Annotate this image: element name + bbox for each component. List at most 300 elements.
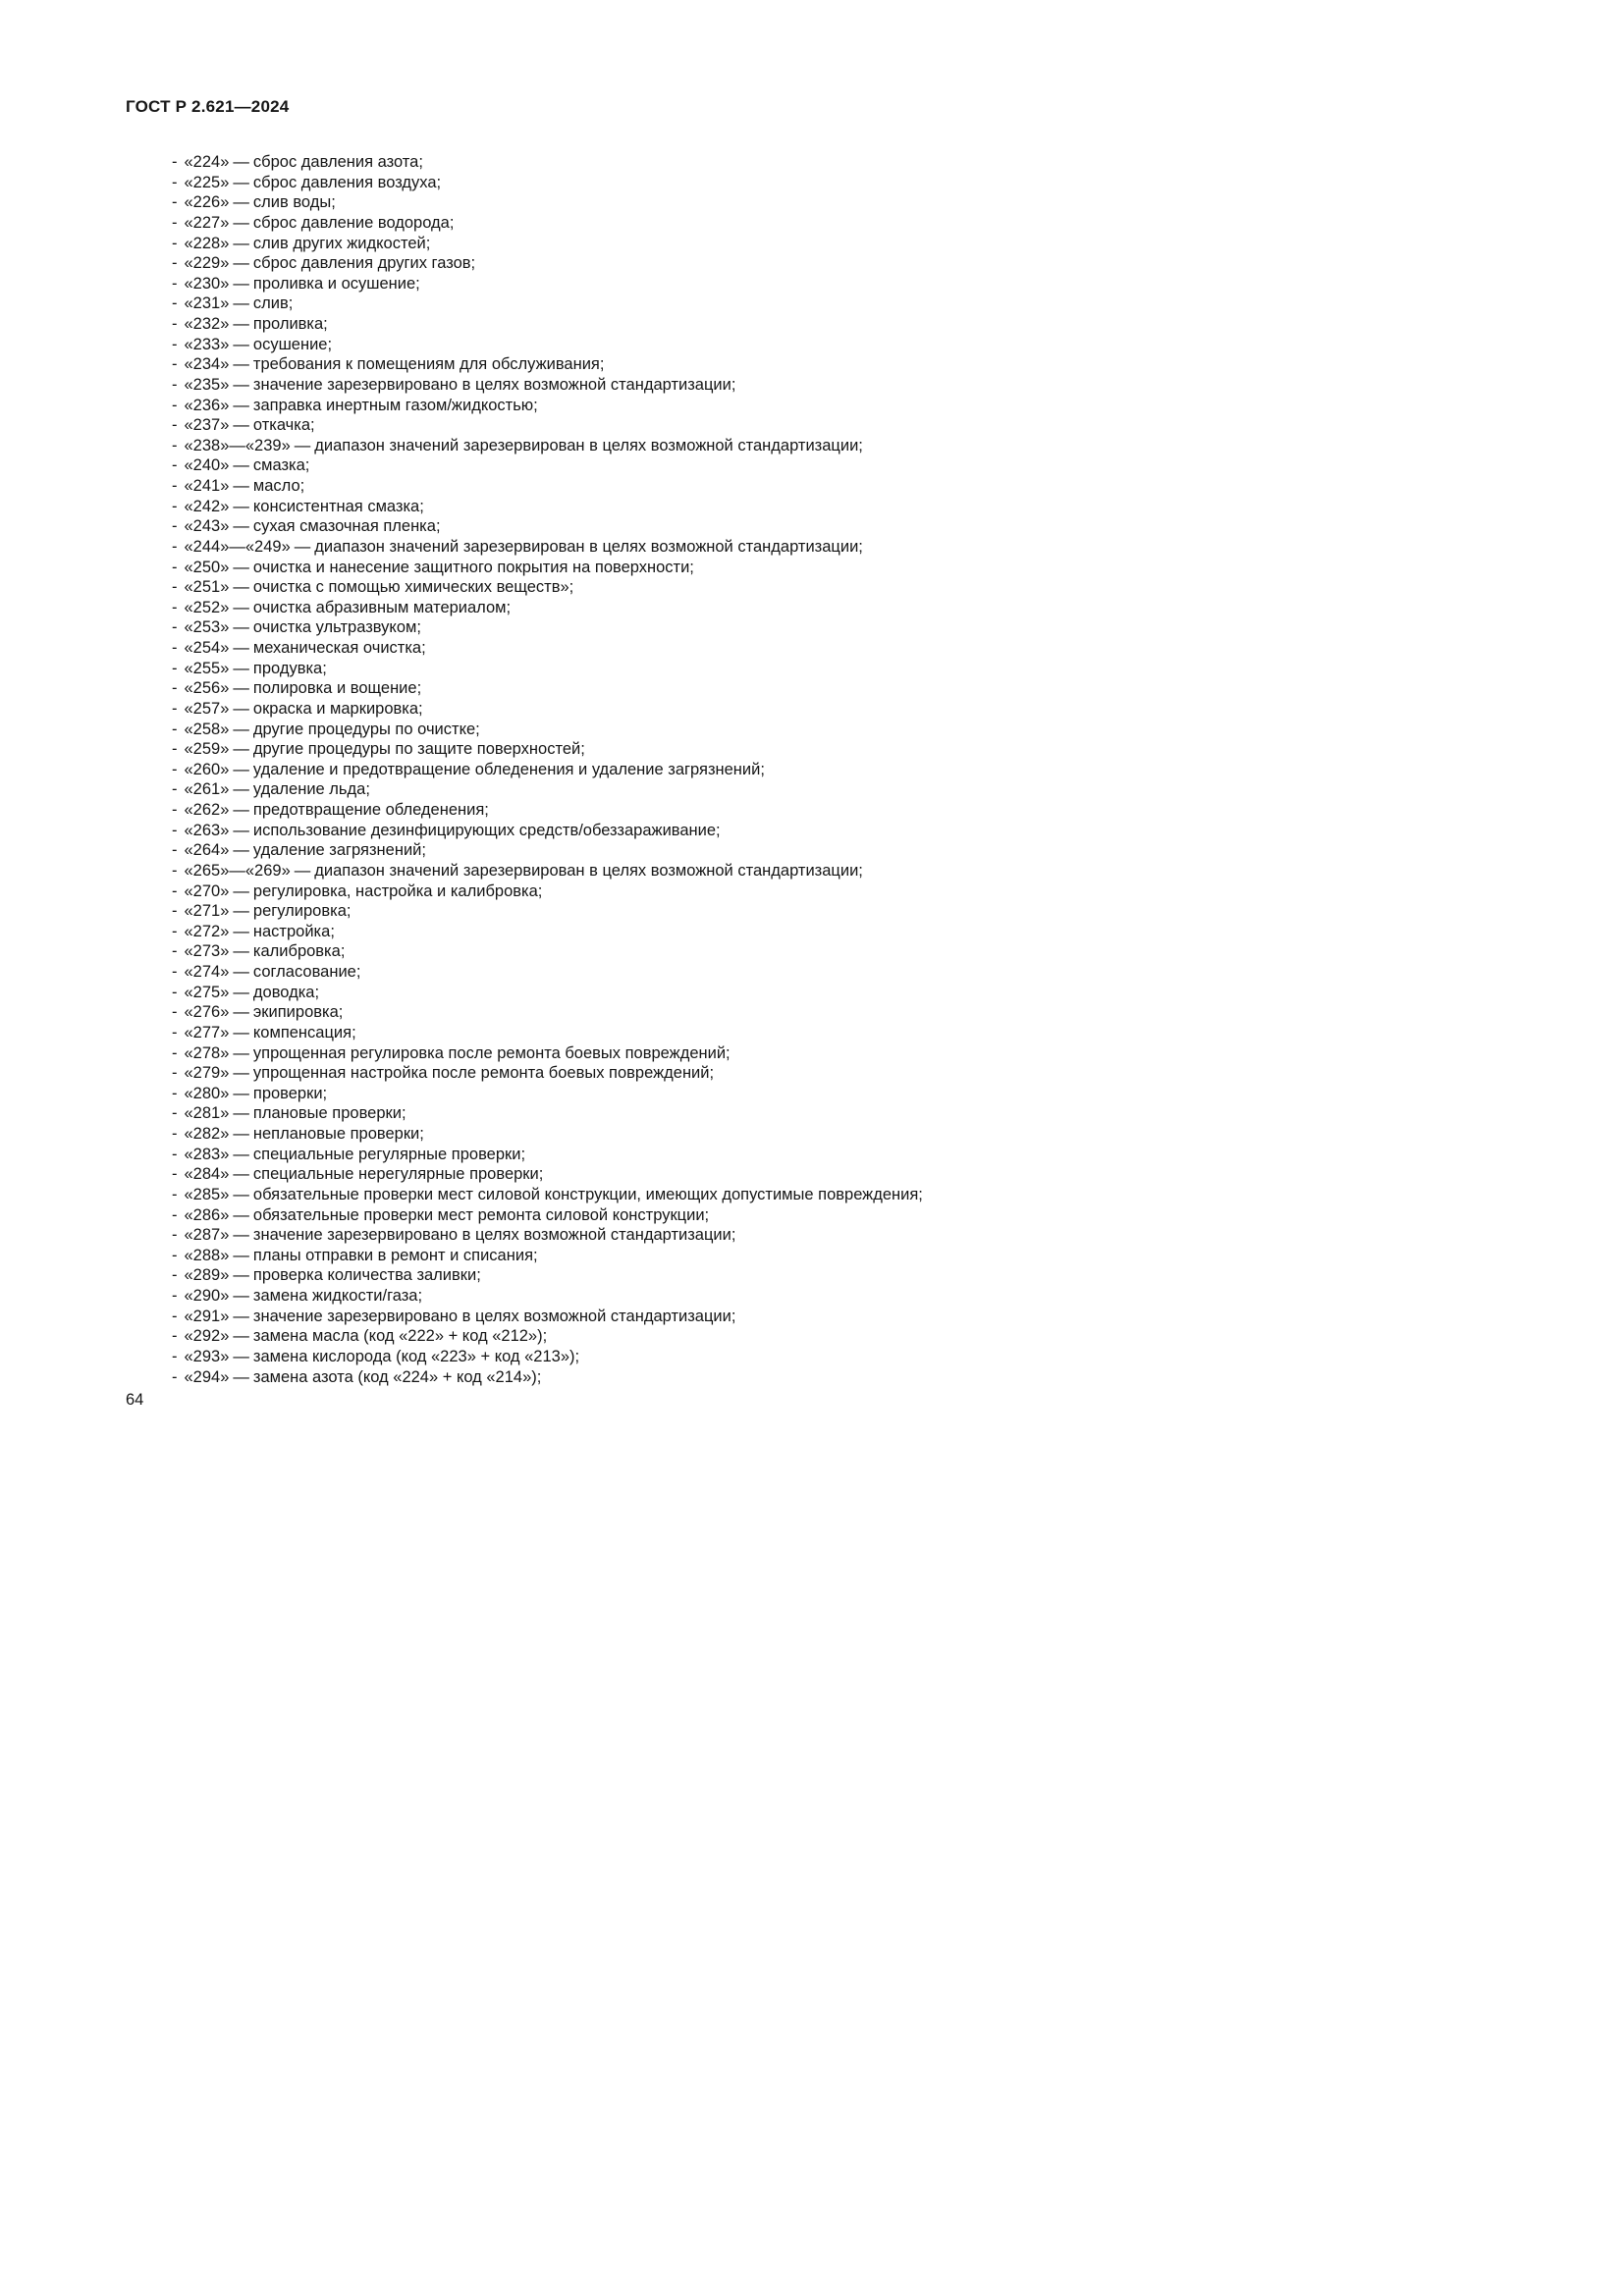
item-code: «234» xyxy=(184,355,230,374)
item-code: «271» xyxy=(184,902,230,921)
item-text: проверка количества заливки; xyxy=(252,1266,481,1285)
item-text: диапазон значений зарезервирован в целях возможной стандартизации; xyxy=(314,436,863,454)
list-item xyxy=(172,760,923,780)
item-text: очистка абразивным материалом; xyxy=(252,598,512,616)
list-marker: - xyxy=(172,234,178,252)
item-text: неплановые проверки; xyxy=(252,1125,424,1143)
item-text: сброс давления других газов; xyxy=(252,254,476,273)
item-text: замена масла (код «222» + код «212»); xyxy=(252,1327,548,1346)
list-item xyxy=(172,1124,923,1145)
list-marker: - xyxy=(172,699,178,718)
item-text: проливка и осушение; xyxy=(252,274,420,293)
list-marker: - xyxy=(172,578,178,597)
item-code: «292» xyxy=(184,1327,230,1346)
list-marker: - xyxy=(172,1185,178,1203)
item-code: «224» xyxy=(184,153,230,171)
list-marker: - xyxy=(172,801,178,819)
list-marker: - xyxy=(172,922,178,940)
list-item xyxy=(172,1103,923,1124)
list-item xyxy=(172,941,923,962)
page-number: 64 xyxy=(126,1391,144,1409)
item-text: осушение; xyxy=(252,335,333,353)
item-text: проливка; xyxy=(252,315,328,333)
item-text: смазка; xyxy=(252,456,310,475)
item-code: «258» xyxy=(184,720,230,738)
item-separator: — xyxy=(233,801,249,819)
item-separator: — xyxy=(233,902,249,921)
item-separator: — xyxy=(233,1165,249,1184)
list-item xyxy=(172,901,923,922)
item-code: «279» xyxy=(184,1064,230,1083)
list-marker: - xyxy=(172,902,178,921)
item-code: «256» xyxy=(184,679,230,698)
item-code: «281» xyxy=(184,1104,230,1123)
item-separator: — xyxy=(233,1287,249,1305)
item-separator: — xyxy=(233,153,249,171)
list-item xyxy=(172,962,923,983)
list-item xyxy=(172,497,923,517)
item-text: специальные нерегулярные проверки; xyxy=(252,1165,544,1184)
list-marker: - xyxy=(172,639,178,657)
item-separator: — xyxy=(233,699,249,718)
item-code: «259» xyxy=(184,740,230,759)
item-code: «228» xyxy=(184,234,230,252)
item-text: сброс давление водорода; xyxy=(252,213,455,232)
list-marker: - xyxy=(172,213,178,232)
item-code: «262» xyxy=(184,801,230,819)
item-separator: — xyxy=(294,436,311,454)
item-code: «235» xyxy=(184,375,230,394)
item-code: «253» xyxy=(184,618,230,637)
item-separator: — xyxy=(294,537,311,556)
item-text: значение зарезервировано в целях возможной стандартизации; xyxy=(252,1307,736,1325)
item-code: «272» xyxy=(184,922,230,940)
item-code: «260» xyxy=(184,760,230,778)
list-marker: - xyxy=(172,537,178,556)
list-marker: - xyxy=(172,517,178,536)
item-code: «229» xyxy=(184,254,230,273)
item-separator: — xyxy=(233,821,249,839)
list-marker: - xyxy=(172,1347,178,1365)
item-code: «275» xyxy=(184,983,230,1001)
item-code: «232» xyxy=(184,315,230,333)
list-marker: - xyxy=(172,983,178,1001)
item-separator: — xyxy=(233,720,249,738)
item-separator: — xyxy=(233,254,249,273)
item-code: «274» xyxy=(184,963,230,981)
item-separator: — xyxy=(233,1226,249,1245)
list-item xyxy=(172,253,923,274)
item-code: «237» xyxy=(184,416,230,435)
item-separator: — xyxy=(233,1084,249,1102)
item-text: заправка инертным газом/жидкостью; xyxy=(252,396,538,414)
item-text: очистка и нанесение защитного покрытия на поверхности; xyxy=(252,558,694,576)
item-separator: — xyxy=(233,1003,249,1022)
item-code: «294» xyxy=(184,1367,230,1386)
item-text: регулировка; xyxy=(252,902,352,921)
list-item xyxy=(172,699,923,720)
item-text: предотвращение обледенения; xyxy=(252,801,489,819)
item-code: «283» xyxy=(184,1145,230,1163)
list-item xyxy=(172,1246,923,1266)
item-separator: — xyxy=(233,234,249,252)
item-separator: — xyxy=(233,456,249,475)
list-item xyxy=(172,1084,923,1104)
item-code: «276» xyxy=(184,1003,230,1022)
list-marker: - xyxy=(172,254,178,273)
list-item xyxy=(172,720,923,740)
item-text: настройка; xyxy=(252,922,335,940)
list-marker: - xyxy=(172,456,178,475)
item-separator: — xyxy=(233,375,249,394)
list-marker: - xyxy=(172,1064,178,1083)
list-item xyxy=(172,1326,923,1347)
list-item xyxy=(172,173,923,193)
item-text: масло; xyxy=(252,477,305,495)
list-marker: - xyxy=(172,436,178,454)
list-marker: - xyxy=(172,335,178,353)
list-marker: - xyxy=(172,315,178,333)
list-item xyxy=(172,617,923,638)
list-marker: - xyxy=(172,558,178,576)
item-text: сброс давления воздуха; xyxy=(252,173,442,191)
item-text: сброс давления азота; xyxy=(252,153,423,171)
item-text: калибровка; xyxy=(252,942,346,961)
item-code: «277» xyxy=(184,1023,230,1041)
item-code: «261» xyxy=(184,780,230,799)
item-text: диапазон значений зарезервирован в целях возможной стандартизации; xyxy=(314,537,863,556)
item-text: значение зарезервировано в целях возможной стандартизации; xyxy=(252,1226,736,1245)
list-marker: - xyxy=(172,1145,178,1163)
item-text: очистка ультразвуком; xyxy=(252,618,421,637)
item-separator: — xyxy=(233,1205,249,1224)
item-separator: — xyxy=(233,639,249,657)
list-marker: - xyxy=(172,1125,178,1143)
list-item xyxy=(172,1367,923,1388)
list-marker: - xyxy=(172,1307,178,1325)
list-item xyxy=(172,821,923,841)
list-marker: - xyxy=(172,396,178,414)
item-code: «286» xyxy=(184,1205,230,1224)
list-marker: - xyxy=(172,720,178,738)
list-marker: - xyxy=(172,477,178,495)
list-item xyxy=(172,1063,923,1084)
item-text: требования к помещениям для обслуживания; xyxy=(252,355,605,374)
list-marker: - xyxy=(172,1205,178,1224)
list-item xyxy=(172,314,923,335)
item-text: специальные регулярные проверки; xyxy=(252,1145,526,1163)
item-text: проверки; xyxy=(252,1084,328,1102)
item-separator: — xyxy=(233,1145,249,1163)
item-code: «285» xyxy=(184,1185,230,1203)
item-code: «284» xyxy=(184,1165,230,1184)
item-code: «250» xyxy=(184,558,230,576)
list-marker: - xyxy=(172,760,178,778)
item-text: регулировка, настройка и калибровка; xyxy=(252,881,543,900)
item-code: «242» xyxy=(184,497,230,515)
item-text: слив воды; xyxy=(252,193,336,212)
list-item xyxy=(172,1307,923,1327)
list-item xyxy=(172,213,923,234)
list-item xyxy=(172,1145,923,1165)
list-item xyxy=(172,1286,923,1307)
item-code: «264» xyxy=(184,841,230,860)
item-code: «263» xyxy=(184,821,230,839)
item-code: «230» xyxy=(184,274,230,293)
item-code: «273» xyxy=(184,942,230,961)
item-code: «231» xyxy=(184,294,230,313)
list-marker: - xyxy=(172,193,178,212)
item-code: «288» xyxy=(184,1246,230,1264)
list-marker: - xyxy=(172,942,178,961)
list-item xyxy=(172,800,923,821)
list-item xyxy=(172,1185,923,1205)
item-text: упрощенная настройка после ремонта боевых повреждений; xyxy=(252,1064,715,1083)
item-code: «227» xyxy=(184,213,230,232)
list-item xyxy=(172,537,923,558)
item-separator: — xyxy=(233,942,249,961)
list-item xyxy=(172,983,923,1003)
item-text: очистка с помощью химических веществ»; xyxy=(252,578,574,597)
item-text: механическая очистка; xyxy=(252,639,426,657)
item-text: удаление льда; xyxy=(252,780,370,799)
list-marker: - xyxy=(172,416,178,435)
list-marker: - xyxy=(172,881,178,900)
list-item xyxy=(172,375,923,396)
item-text: компенсация; xyxy=(252,1023,356,1041)
item-separator: — xyxy=(233,1023,249,1041)
item-text: другие процедуры по очистке; xyxy=(252,720,480,738)
list-marker: - xyxy=(172,841,178,860)
list-item xyxy=(172,659,923,679)
item-code: «278» xyxy=(184,1043,230,1062)
list-marker: - xyxy=(172,497,178,515)
list-marker: - xyxy=(172,355,178,374)
list-item xyxy=(172,1265,923,1286)
list-marker: - xyxy=(172,173,178,191)
list-marker: - xyxy=(172,1367,178,1386)
item-text: замена азота (код «224» + код «214»); xyxy=(252,1367,542,1386)
list-marker: - xyxy=(172,294,178,313)
item-text: упрощенная регулировка после ремонта боевых повреждений; xyxy=(252,1043,731,1062)
item-separator: — xyxy=(233,477,249,495)
item-separator: — xyxy=(233,193,249,212)
item-code: «244»—«249» xyxy=(184,537,291,556)
item-separator: — xyxy=(233,173,249,191)
list-item xyxy=(172,1023,923,1043)
list-marker: - xyxy=(172,274,178,293)
list-item xyxy=(172,274,923,294)
item-code: «290» xyxy=(184,1287,230,1305)
item-separator: — xyxy=(233,1307,249,1325)
item-text: слив других жидкостей; xyxy=(252,234,431,252)
item-code: «270» xyxy=(184,881,230,900)
item-code: «225» xyxy=(184,173,230,191)
item-separator: — xyxy=(233,294,249,313)
item-separator: — xyxy=(233,1266,249,1285)
item-separator: — xyxy=(233,1043,249,1062)
list-marker: - xyxy=(172,780,178,799)
item-separator: — xyxy=(233,558,249,576)
item-separator: — xyxy=(233,841,249,860)
item-text: замена кислорода (код «223» + код «213»); xyxy=(252,1347,580,1365)
item-text: продувка; xyxy=(252,659,327,677)
item-text: значение зарезервировано в целях возможной стандартизации; xyxy=(252,375,736,394)
item-separator: — xyxy=(233,416,249,435)
item-text: удаление и предотвращение обледенения и удаление загрязнений; xyxy=(252,760,765,778)
list-item xyxy=(172,739,923,760)
item-code: «265»—«269» xyxy=(184,861,291,880)
item-code: «255» xyxy=(184,659,230,677)
list-marker: - xyxy=(172,659,178,677)
item-text: плановые проверки; xyxy=(252,1104,406,1123)
item-text: удаление загрязнений; xyxy=(252,841,426,860)
item-text: откачка; xyxy=(252,416,315,435)
item-text: доводка; xyxy=(252,983,320,1001)
list-item xyxy=(172,1225,923,1246)
list-item xyxy=(172,476,923,497)
item-code: «241» xyxy=(184,477,230,495)
item-code: «257» xyxy=(184,699,230,718)
list-item xyxy=(172,922,923,942)
list-item xyxy=(172,558,923,578)
list-marker: - xyxy=(172,861,178,880)
list-item xyxy=(172,436,923,456)
item-text: замена жидкости/газа; xyxy=(252,1287,423,1305)
item-text: окраска и маркировка; xyxy=(252,699,423,718)
item-code: «293» xyxy=(184,1347,230,1365)
item-separator: — xyxy=(233,578,249,597)
item-text: обязательные проверки мест ремонта силовой конструкции; xyxy=(252,1205,710,1224)
list-item xyxy=(172,234,923,254)
list-marker: - xyxy=(172,1003,178,1022)
list-item xyxy=(172,1205,923,1226)
list-item xyxy=(172,396,923,416)
list-item xyxy=(172,881,923,902)
list-item xyxy=(172,577,923,598)
list-item xyxy=(172,1347,923,1367)
item-separator: — xyxy=(233,1185,249,1203)
list-marker: - xyxy=(172,1327,178,1346)
list-marker: - xyxy=(172,375,178,394)
item-separator: — xyxy=(233,1327,249,1346)
list-item xyxy=(172,415,923,436)
list-item xyxy=(172,354,923,375)
list-item xyxy=(172,1043,923,1064)
list-item xyxy=(172,1002,923,1023)
item-text: планы отправки в ремонт и списания; xyxy=(252,1246,538,1264)
item-separator: — xyxy=(233,213,249,232)
item-separator: — xyxy=(233,517,249,536)
list-marker: - xyxy=(172,963,178,981)
list-item xyxy=(172,152,923,173)
list-item xyxy=(172,861,923,881)
item-separator: — xyxy=(233,1246,249,1264)
item-code: «280» xyxy=(184,1084,230,1102)
list-marker: - xyxy=(172,1246,178,1264)
list-marker: - xyxy=(172,1043,178,1062)
item-code: «287» xyxy=(184,1226,230,1245)
list-marker: - xyxy=(172,1084,178,1102)
list-item xyxy=(172,192,923,213)
list-marker: - xyxy=(172,1165,178,1184)
list-item xyxy=(172,779,923,800)
item-code: «226» xyxy=(184,193,230,212)
item-code: «282» xyxy=(184,1125,230,1143)
item-separator: — xyxy=(233,618,249,637)
doc-designation: ГОСТ Р 2.621—2024 xyxy=(126,97,290,116)
item-code: «233» xyxy=(184,335,230,353)
item-text: консистентная смазка; xyxy=(252,497,424,515)
list-marker: - xyxy=(172,153,178,171)
item-code: «291» xyxy=(184,1307,230,1325)
list-marker: - xyxy=(172,1104,178,1123)
item-text: экипировка; xyxy=(252,1003,344,1022)
list-marker: - xyxy=(172,1266,178,1285)
item-separator: — xyxy=(294,861,311,880)
item-code: «240» xyxy=(184,456,230,475)
item-separator: — xyxy=(233,355,249,374)
item-text: использование дезинфицирующих средств/обеззараживание; xyxy=(252,821,721,839)
list-item xyxy=(172,678,923,699)
list-marker: - xyxy=(172,679,178,698)
item-text: обязательные проверки мест силовой конструкции, имеющих допустимые повреждения; xyxy=(252,1185,923,1203)
list-item xyxy=(172,516,923,537)
list-item xyxy=(172,294,923,314)
list-item xyxy=(172,598,923,618)
item-separator: — xyxy=(233,780,249,799)
item-separator: — xyxy=(233,1347,249,1365)
item-separator: — xyxy=(233,1064,249,1083)
item-separator: — xyxy=(233,396,249,414)
list-marker: - xyxy=(172,740,178,759)
item-code: «254» xyxy=(184,639,230,657)
item-separator: — xyxy=(233,335,249,353)
item-text: полировка и вощение; xyxy=(252,679,422,698)
item-text: диапазон значений зарезервирован в целях возможной стандартизации; xyxy=(314,861,863,880)
item-separator: — xyxy=(233,1367,249,1386)
list-item xyxy=(172,335,923,355)
item-text: другие процедуры по защите поверхностей; xyxy=(252,740,585,759)
item-code: «289» xyxy=(184,1266,230,1285)
item-separator: — xyxy=(233,963,249,981)
item-code: «238»—«239» xyxy=(184,436,291,454)
item-separator: — xyxy=(233,740,249,759)
item-separator: — xyxy=(233,598,249,616)
item-separator: — xyxy=(233,1104,249,1123)
list-marker: - xyxy=(172,1287,178,1305)
item-separator: — xyxy=(233,760,249,778)
list-marker: - xyxy=(172,618,178,637)
item-separator: — xyxy=(233,922,249,940)
item-code: «251» xyxy=(184,578,230,597)
item-code: «243» xyxy=(184,517,230,536)
list-item xyxy=(172,1164,923,1185)
list-marker: - xyxy=(172,598,178,616)
item-separator: — xyxy=(233,679,249,698)
list-marker: - xyxy=(172,1023,178,1041)
item-text: слив; xyxy=(252,294,294,313)
item-separator: — xyxy=(233,274,249,293)
item-separator: — xyxy=(233,659,249,677)
list-item xyxy=(172,840,923,861)
code-list xyxy=(172,152,923,1387)
item-text: согласование; xyxy=(252,963,361,981)
list-marker: - xyxy=(172,821,178,839)
item-code: «252» xyxy=(184,598,230,616)
item-separator: — xyxy=(233,315,249,333)
list-marker: - xyxy=(172,1226,178,1245)
